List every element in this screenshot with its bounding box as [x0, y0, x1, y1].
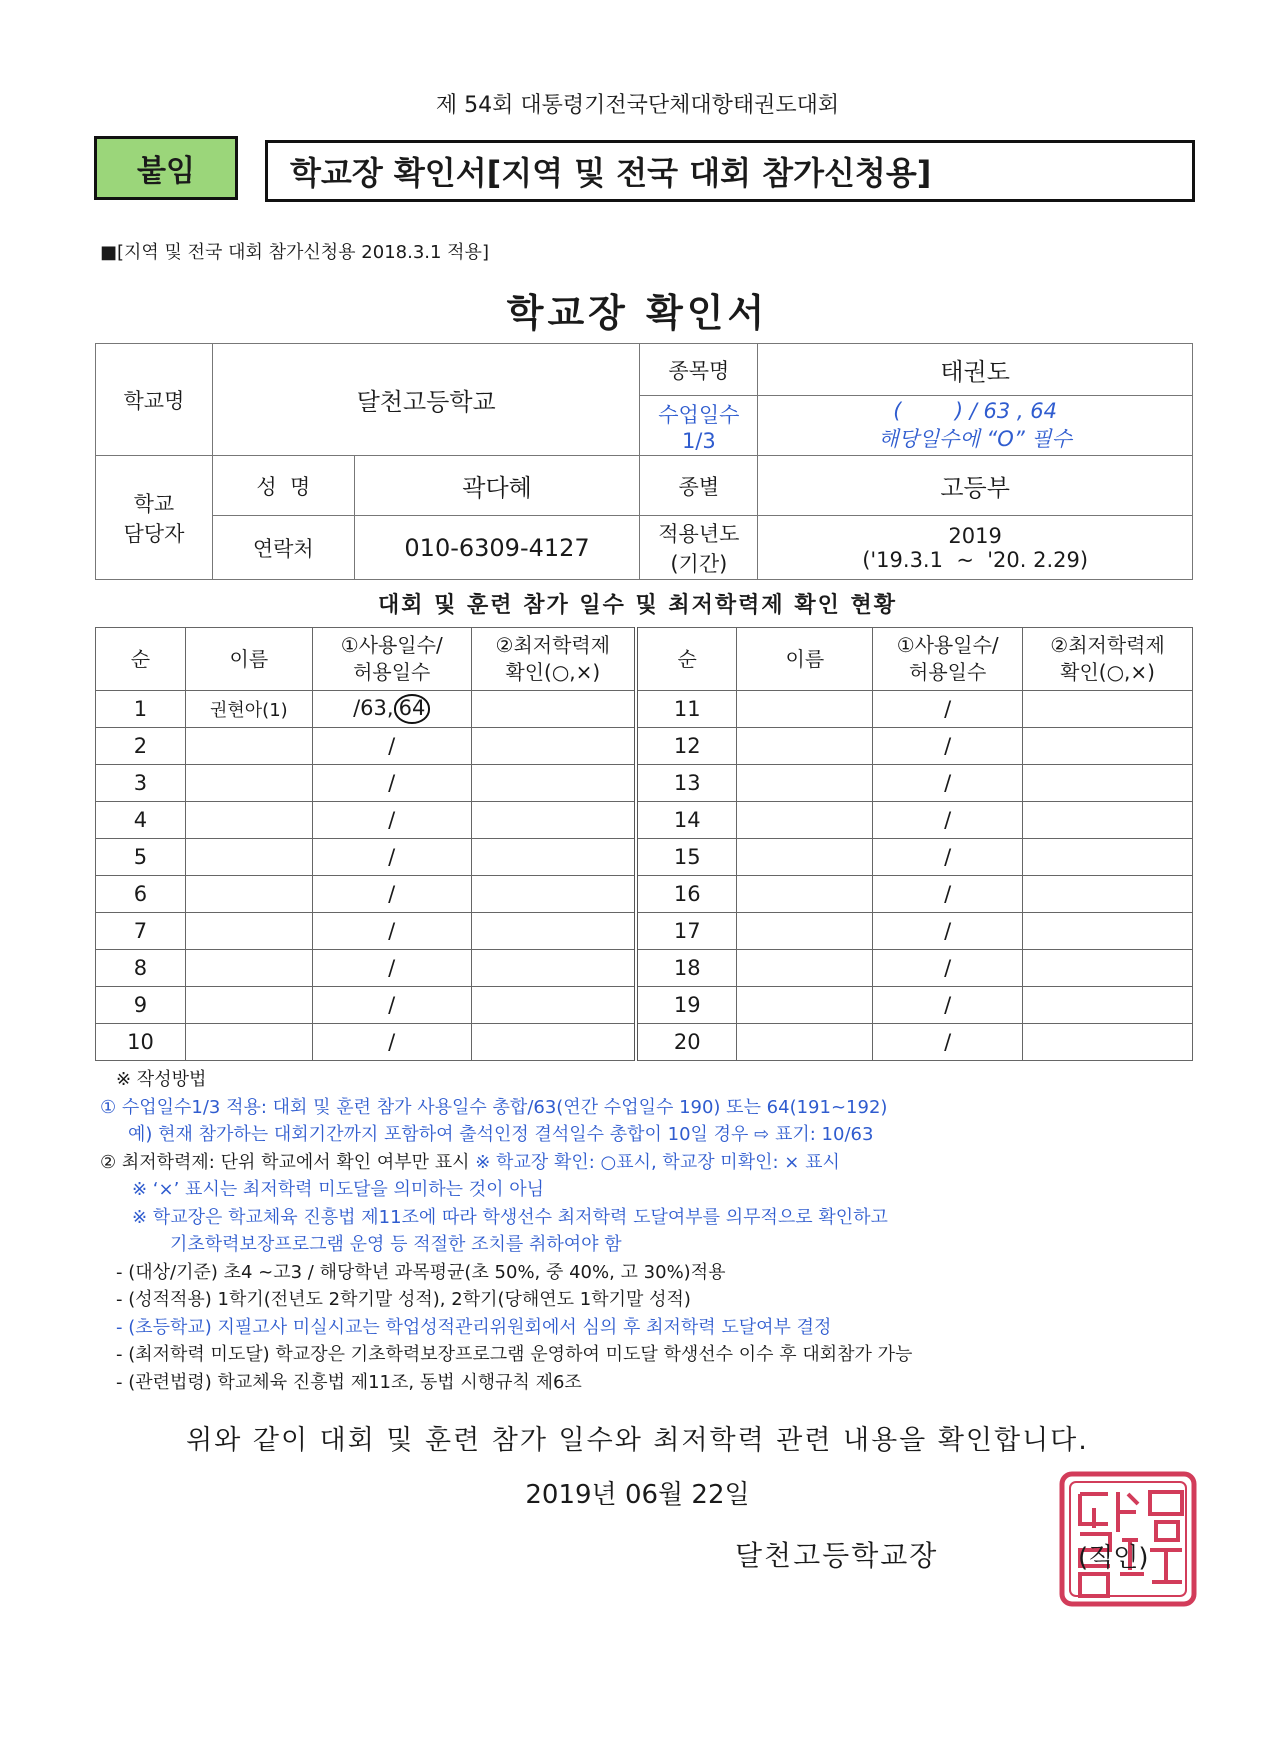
row-days: /: [873, 691, 1023, 728]
note-6: - (성적적용) 1학기(전년도 2학기말 성적), 2학기(당해연도 1학기말 성적): [116, 1289, 691, 1310]
note-9: - (관련법령) 학교체육 진흥법 제11조, 동법 시행규칙 제6조: [116, 1371, 582, 1393]
row-name: [185, 839, 312, 876]
row-no: 10: [96, 1024, 186, 1061]
manager-label-line2: 담당자: [123, 521, 185, 546]
row-check: [1023, 950, 1193, 987]
table-row: [96, 950, 1193, 987]
header-days-right: [873, 628, 1023, 691]
row-days: /: [312, 876, 471, 913]
confirmation-text: 위와 같이 대회 및 훈련 참가 일수와 최저학력 관련 내용을 확인합니다.: [186, 1425, 1089, 1456]
note-3: ※ ‘×’ 표시는 최저학력 미도달을 의미하는 것이 아님: [132, 1179, 545, 1200]
class-days-label: [640, 396, 758, 456]
row-no: 3: [96, 765, 186, 802]
row-name: [737, 987, 873, 1024]
roster-header-row: [96, 628, 1193, 691]
manager-label: [96, 456, 213, 580]
class-days-label-line2: 1/3: [681, 428, 716, 453]
header-days-line1: ①사용일수/: [340, 633, 443, 657]
row-check: [471, 950, 636, 987]
header-check-line2: 확인(○,×): [505, 660, 601, 684]
class-days-value: ( ) / 63 , 64: [893, 398, 1057, 423]
header-name-left: 이름: [185, 628, 312, 691]
circled-days-mark: 64: [394, 694, 431, 723]
row-name: [185, 913, 312, 950]
event-title: 제 54회 대통령기전국단체대항태권도대회: [435, 93, 840, 118]
row-no: 8: [96, 950, 186, 987]
row-check: [471, 691, 636, 728]
row-check: [1023, 876, 1193, 913]
table-row: [96, 802, 1193, 839]
edition-note: ■[지역 및 전국 대회 참가신청용 2018.3.1 적용]: [100, 242, 489, 263]
roster-table: [95, 627, 1193, 1061]
row-no: 12: [636, 728, 737, 765]
row-name: [737, 950, 873, 987]
row-days: /: [873, 987, 1023, 1024]
row-days: /: [873, 765, 1023, 802]
year-label-line2: (기간): [670, 551, 728, 576]
row-check: [1023, 839, 1193, 876]
header-check-right: [1023, 628, 1193, 691]
header-check-left: [471, 628, 636, 691]
row-days: /: [312, 765, 471, 802]
row-name: [185, 728, 312, 765]
row-days: /: [873, 839, 1023, 876]
row-check: [471, 1024, 636, 1061]
header-check-line2: 확인(○,×): [1060, 660, 1155, 684]
row-days: /: [873, 728, 1023, 765]
table-row: [96, 765, 1193, 802]
header-no-left: 순: [96, 628, 186, 691]
row-name: [185, 876, 312, 913]
row-name: [185, 950, 312, 987]
row-check: [1023, 987, 1193, 1024]
row-days: /: [312, 802, 471, 839]
row-name: [737, 839, 873, 876]
row-name: [737, 728, 873, 765]
row-check: [471, 765, 636, 802]
row-check: [1023, 691, 1193, 728]
note-1: ① 수업일수1/3 적용: 대회 및 훈련 참가 사용일수 총합/63(연간 수업일수 190) 또는 64(191~192): [100, 1096, 888, 1118]
note-7: - (초등학교) 지필고사 미실시교는 학업성적관리위원회에서 심의 후 최저학력 도달여부 결정: [116, 1316, 832, 1338]
main-heading: 학교장 확인서: [506, 291, 769, 335]
row-name: [737, 1024, 873, 1061]
row-no: 13: [636, 765, 737, 802]
row-no: 6: [96, 876, 186, 913]
division-label: 종별: [640, 456, 758, 516]
row-name: [185, 765, 312, 802]
form-title: 학교장 확인서[지역 및 전국 대회 참가신청용]: [265, 140, 1195, 202]
row-days: [312, 691, 471, 728]
row-check: [1023, 913, 1193, 950]
header-days-line2: 허용일수: [909, 660, 987, 684]
row-name: [737, 876, 873, 913]
name-value: 곽다혜: [354, 456, 640, 516]
header-check-line1: ②최저학력제: [1050, 633, 1165, 657]
row-name: [185, 802, 312, 839]
row-name: [185, 1024, 312, 1061]
row-days: /: [312, 1024, 471, 1061]
days-text: /63,: [353, 696, 394, 721]
manager-label-line1: 학교: [133, 491, 175, 516]
table-row: [96, 876, 1193, 913]
row-check: [1023, 1024, 1193, 1061]
row-check: [471, 913, 636, 950]
row-days: /: [312, 950, 471, 987]
row-days: /: [873, 913, 1023, 950]
row-check: [471, 728, 636, 765]
division-value: 고등부: [758, 456, 1193, 516]
table-row: [96, 691, 1193, 728]
header-check-line1: ②최저학력제: [495, 633, 611, 657]
row-days: /: [873, 950, 1023, 987]
issue-date: 2019년 06월 22일: [525, 1480, 750, 1510]
row-no: 9: [96, 987, 186, 1024]
row-no: 18: [636, 950, 737, 987]
header-days-line2: 허용일수: [353, 660, 431, 684]
table-row: [96, 1024, 1193, 1061]
row-name: [737, 765, 873, 802]
row-no: 7: [96, 913, 186, 950]
row-no: 11: [636, 691, 737, 728]
name-label: 성 명: [212, 456, 354, 516]
row-no: 15: [636, 839, 737, 876]
row-check: [1023, 802, 1193, 839]
seal-mark-label: (직인): [1078, 1543, 1149, 1573]
year-cell: [758, 516, 1193, 580]
row-no: 1: [96, 691, 186, 728]
row-no: 4: [96, 802, 186, 839]
attachment-label: 붙임: [94, 136, 238, 200]
row-days: /: [312, 913, 471, 950]
row-days: /: [312, 728, 471, 765]
period-value: ('19.3.1 ~ '20. 2.29): [862, 547, 1089, 572]
row-no: 5: [96, 839, 186, 876]
section-heading: 대회 및 훈련 참가 일수 및 최저학력제 확인 현황: [377, 593, 898, 618]
note-2-text: ② 최저학력제: 단위 학교에서 확인 여부만 표시: [100, 1151, 476, 1173]
row-check: [471, 839, 636, 876]
year-label: [640, 516, 758, 580]
note-4: ※ 학교장은 학교체육 진흥법 제11조에 따라 학생선수 최저학력 도달여부를 의무적으로 확인하고: [132, 1206, 888, 1228]
table-row: [96, 987, 1193, 1024]
header-days-left: [312, 628, 471, 691]
row-name: [737, 691, 873, 728]
year-label-line1: 적용년도: [658, 521, 740, 546]
header-days-line1: ①사용일수/: [896, 633, 999, 657]
contact-value: 010-6309-4127: [354, 516, 640, 580]
row-name: [737, 802, 873, 839]
class-days-note: 해당일수에 “O” 필수: [878, 426, 1072, 451]
year-value: 2019: [948, 523, 1002, 548]
row-check: [471, 802, 636, 839]
row-no: 17: [636, 913, 737, 950]
note-5: - (대상/기준) 초4 ~고3 / 해당학년 과목평균(초 50%, 중 40%, 고 30%)적용: [116, 1261, 726, 1283]
row-name: [185, 987, 312, 1024]
row-no: 14: [636, 802, 737, 839]
note-4-cont: 기초학력보장프로그램 운영 등 적절한 조치를 취하여야 함: [170, 1234, 622, 1255]
row-no: 19: [636, 987, 737, 1024]
row-days: /: [873, 1024, 1023, 1061]
header-no-right: 순: [636, 628, 737, 691]
notes-heading: ※ 작성방법: [116, 1069, 207, 1090]
row-no: 2: [96, 728, 186, 765]
row-name: [737, 913, 873, 950]
row-days: /: [873, 876, 1023, 913]
sport-value: 태권도: [758, 344, 1193, 396]
row-check: [471, 987, 636, 1024]
row-no: 20: [636, 1024, 737, 1061]
contact-label: 연락처: [212, 516, 354, 580]
class-days-label-line1: 수업일수: [658, 402, 740, 427]
header-name-right: 이름: [737, 628, 873, 691]
note-1-example: 예) 현재 참가하는 대회기간까지 포함하여 출석인정 결석일수 총합이 10일 경우 ⇨ 표기: 10/63: [128, 1124, 874, 1145]
instructions: [100, 1066, 1200, 1396]
row-check: [1023, 728, 1193, 765]
row-check: [471, 876, 636, 913]
row-no: 16: [636, 876, 737, 913]
note-2: [100, 1149, 1200, 1177]
info-table: [95, 343, 1193, 580]
table-row: [96, 728, 1193, 765]
principal-signature: 달천고등학교장: [735, 1539, 939, 1572]
class-days-cell: [758, 396, 1193, 456]
row-days: /: [873, 802, 1023, 839]
row-days: /: [312, 987, 471, 1024]
table-row: [96, 913, 1193, 950]
school-label: 학교명: [96, 344, 213, 456]
note-8: - (최저학력 미도달) 학교장은 기초학력보장프로그램 운영하여 미도달 학생선수 이수 후 대회참가 가능: [116, 1344, 913, 1365]
row-name: 권현아(1): [185, 691, 312, 728]
table-row: [96, 839, 1193, 876]
sport-label: 종목명: [640, 344, 758, 396]
school-value: 달천고등학교: [212, 344, 640, 456]
note-2-mark: ※ 학교장 확인: ○표시, 학교장 미확인: × 표시: [475, 1151, 840, 1173]
row-days: /: [312, 839, 471, 876]
row-check: [1023, 765, 1193, 802]
